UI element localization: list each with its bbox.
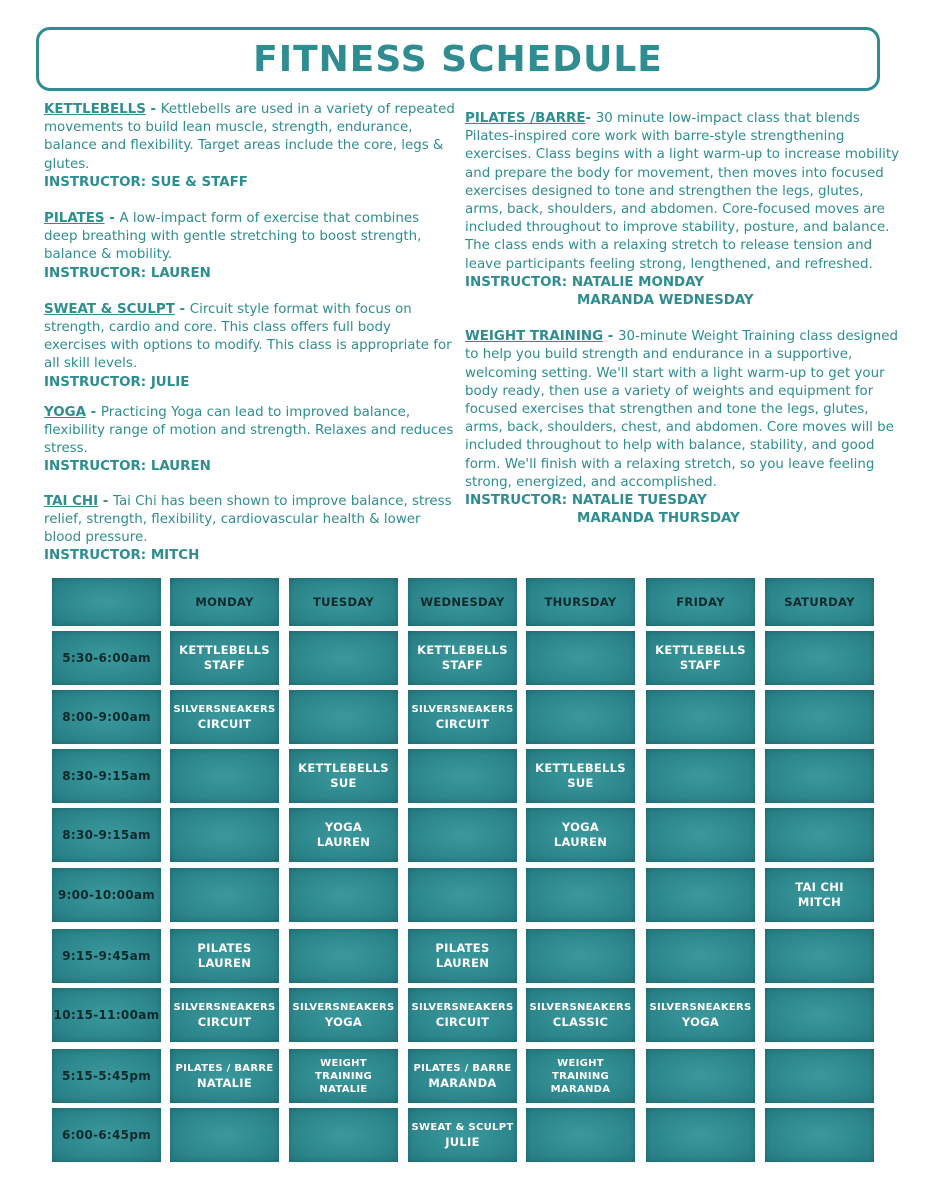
- time-slot: [52, 749, 161, 803]
- empty-slot: [170, 808, 279, 862]
- day-header-thursday: [526, 578, 635, 626]
- class-slot-line: LAUREN: [316, 835, 371, 849]
- time-label: 6:00-6:45pm: [61, 1127, 152, 1142]
- empty-slot: [765, 690, 874, 744]
- day-label: TUESDAY: [312, 594, 375, 609]
- empty-slot: [646, 749, 755, 803]
- day-label: SATURDAY: [784, 594, 855, 609]
- class-slot: [170, 988, 279, 1042]
- time-label: 8:30-9:15am: [62, 768, 151, 783]
- class-slot-line: CIRCUIT: [435, 717, 490, 731]
- time-label: 9:15-9:45am: [62, 948, 151, 963]
- class-slot-line: PILATES / BARRE: [175, 1063, 274, 1074]
- class-separator: -: [145, 102, 161, 117]
- class-slot-line: LAUREN: [435, 956, 490, 970]
- empty-slot: [646, 929, 755, 983]
- class-instructor: INSTRUCTOR: LAUREN: [44, 459, 211, 475]
- class-description: [44, 301, 456, 374]
- time-label: 8:00-9:00am: [62, 709, 151, 724]
- class-desc-text: Tai Chi has been shown to improve balance, stress relief, strength, flexibility, cardiovascular health & lower blood pressure.: [44, 493, 452, 546]
- class-slot: [170, 1049, 279, 1103]
- empty-slot: [526, 690, 635, 744]
- class-desc-text: A low-impact form of exercise that combines deep breathing with gentle stretching to boost strength, balance & mobility.: [44, 211, 422, 263]
- time-slot: [52, 631, 161, 685]
- class-slot: [289, 1049, 398, 1103]
- class-instructor: INSTRUCTOR: SUE & STAFF: [44, 174, 248, 190]
- class-instructor-continued: MARANDA WEDNESDAY: [577, 293, 754, 309]
- class-slot-line: PILATES: [435, 941, 490, 955]
- class-block: [44, 210, 456, 283]
- empty-slot: [408, 749, 517, 803]
- time-label: 5:30-6:00am: [62, 650, 151, 665]
- class-block: [465, 110, 905, 310]
- class-description: [465, 328, 905, 492]
- class-description: [44, 404, 456, 459]
- day-header-monday: [170, 578, 279, 626]
- class-separator: -: [85, 404, 101, 420]
- class-desc-text: Kettlebells are used in a variety of repeated movements to build lean muscle, strength, endurance, balance and flexibility. Target areas include the core, legs & glutes.: [44, 102, 455, 172]
- empty-slot: [289, 690, 398, 744]
- class-slot-line: WEIGHT: [557, 1057, 604, 1069]
- time-slot: [52, 868, 161, 922]
- empty-slot: [646, 690, 755, 744]
- class-slot-line: YOGA: [324, 820, 363, 834]
- class-slot: [408, 1049, 517, 1103]
- empty-slot: [646, 1049, 755, 1103]
- class-instructor: INSTRUCTOR: MITCH: [44, 548, 200, 564]
- title-box: [36, 27, 880, 91]
- corner-cell: [52, 578, 161, 626]
- class-slot: [408, 929, 517, 983]
- class-slot-line: KETTLEBELLS: [655, 643, 746, 657]
- time-label: 9:00-10:00am: [57, 887, 156, 902]
- class-name: PILATES: [44, 211, 105, 227]
- class-block: [44, 493, 456, 566]
- day-header-wednesday: [408, 578, 517, 626]
- empty-slot: [289, 868, 398, 922]
- class-block: [44, 404, 456, 477]
- class-slot-line: PILATES: [197, 941, 252, 955]
- class-slot-line: STAFF: [203, 658, 246, 672]
- time-slot: [52, 808, 161, 862]
- time-slot: [52, 988, 161, 1042]
- class-slot-line: CIRCUIT: [197, 1015, 252, 1029]
- page-title: FITNESS SCHEDULE: [253, 38, 663, 80]
- class-name: WEIGHT TRAINING: [465, 329, 604, 345]
- class-slot-line: KETTLEBELLS: [535, 761, 626, 775]
- class-slot-line: NATALIE: [196, 1076, 253, 1090]
- class-slot: [170, 690, 279, 744]
- class-desc-text: 30-minute Weight Training class designed to help you build strength and endurance in a supportive, welcoming setting. We'll start with a light warm-up to get your body ready, then use a variety of weights and equipment for focused exercises that strengthen and tone the legs, glutes, arms, back, shoulders, chest, and abdomen. Core moves will be included throughout to help with balance, stability, and good form. We'll finish with a relaxing stretch, so you leave feeling strong, energized, and accomplished.: [465, 329, 898, 490]
- class-slot-line: NATALIE: [319, 1083, 368, 1095]
- empty-slot: [170, 868, 279, 922]
- class-slot-line: KETTLEBELLS: [417, 643, 508, 657]
- empty-slot: [408, 808, 517, 862]
- class-slot-line: SWEAT & SCULPT: [411, 1122, 514, 1133]
- class-slot-line: SILVERSNEAKERS: [411, 704, 514, 715]
- class-block: [465, 328, 905, 528]
- empty-slot: [765, 929, 874, 983]
- day-header-saturday: [765, 578, 874, 626]
- class-block: [44, 101, 456, 192]
- time-slot: [52, 929, 161, 983]
- class-description: [465, 110, 905, 274]
- day-label: MONDAY: [195, 594, 254, 609]
- class-slot-line: CIRCUIT: [197, 717, 252, 731]
- class-slot: [408, 690, 517, 744]
- class-slot: [289, 988, 398, 1042]
- class-slot-line: LAUREN: [197, 956, 252, 970]
- empty-slot: [765, 631, 874, 685]
- time-slot: [52, 690, 161, 744]
- class-name: YOGA: [44, 404, 86, 420]
- class-slot-line: CLASSIC: [552, 1015, 609, 1029]
- class-slot-line: SUE: [330, 776, 357, 790]
- time-slot: [52, 1108, 161, 1162]
- class-slot-line: LAUREN: [553, 835, 608, 849]
- day-label: FRIDAY: [676, 594, 725, 609]
- class-name: SWEAT & SCULPT: [44, 301, 175, 317]
- empty-slot: [170, 749, 279, 803]
- time-label: 5:15-5:45pm: [61, 1068, 152, 1083]
- class-slot: [765, 868, 874, 922]
- empty-slot: [289, 631, 398, 685]
- class-slot-line: SILVERSNEAKERS: [173, 704, 276, 715]
- empty-slot: [765, 1049, 874, 1103]
- class-description: [44, 493, 456, 548]
- class-separator: -: [603, 329, 618, 345]
- empty-slot: [765, 1108, 874, 1162]
- time-label: 10:15-11:00am: [53, 1007, 160, 1022]
- class-slot-line: MARANDA: [550, 1083, 611, 1095]
- class-descriptions-left: [44, 101, 456, 565]
- class-slot: [526, 808, 635, 862]
- class-slot: [646, 988, 755, 1042]
- class-slot-line: MITCH: [797, 895, 842, 909]
- class-block: [44, 301, 456, 392]
- class-slot-line: YOGA: [681, 1015, 720, 1029]
- empty-slot: [765, 749, 874, 803]
- class-slot-line: KETTLEBELLS: [298, 761, 389, 775]
- class-description: [44, 101, 456, 174]
- class-desc-text: 30 minute low-impact class that blends Pilates-inspired core work with barre-style strengthening exercises. Class begins with a light warm-up to increase mobility and prepare the body for movement, then moves into focused exercises designed to tone and strengthen the legs, glutes, arms, back, shoulders, and abdomen. Core-focused moves are included throughout to improve stability, posture, and balance. The class ends with a relaxing stretch to release tension and leave participants feeling strong, lengthened, and refreshed.: [465, 111, 899, 272]
- class-slot: [526, 1049, 635, 1103]
- time-label: 8:30-9:15am: [62, 827, 151, 842]
- class-slot: [408, 631, 517, 685]
- class-slot-line: TAI CHI: [795, 880, 844, 894]
- class-slot-line: PILATES / BARRE: [413, 1063, 512, 1074]
- class-slot: [289, 749, 398, 803]
- class-name: PILATES /BARRE: [465, 111, 586, 126]
- class-instructor-2: [465, 510, 905, 528]
- empty-slot: [646, 1108, 755, 1162]
- class-separator: -: [174, 301, 190, 317]
- class-descriptions-right: [465, 110, 905, 528]
- class-slot-line: SILVERSNEAKERS: [529, 1002, 632, 1013]
- class-slot-line: TRAINING: [551, 1070, 610, 1082]
- time-slot: [52, 1049, 161, 1103]
- empty-slot: [526, 929, 635, 983]
- empty-slot: [526, 631, 635, 685]
- empty-slot: [408, 868, 517, 922]
- class-slot: [289, 808, 398, 862]
- class-description: [44, 210, 456, 265]
- class-slot-line: MARANDA: [428, 1076, 497, 1090]
- class-slot-line: STAFF: [679, 658, 722, 672]
- empty-slot: [765, 808, 874, 862]
- class-name: TAI CHI: [44, 493, 99, 509]
- class-slot-line: SILVERSNEAKERS: [649, 1002, 752, 1013]
- class-instructor: INSTRUCTOR: NATALIE MONDAY: [465, 274, 704, 290]
- class-slot: [526, 988, 635, 1042]
- class-separator: -: [585, 111, 596, 126]
- class-instructor: INSTRUCTOR: NATALIE TUESDAY: [465, 493, 707, 509]
- empty-slot: [289, 929, 398, 983]
- class-slot-line: JULIE: [445, 1135, 480, 1149]
- empty-slot: [765, 988, 874, 1042]
- class-instructor: INSTRUCTOR: JULIE: [44, 374, 190, 390]
- class-slot-line: YOGA: [324, 1015, 363, 1029]
- class-slot-line: SUE: [567, 776, 594, 790]
- class-slot-line: SILVERSNEAKERS: [292, 1002, 395, 1013]
- class-slot-line: SILVERSNEAKERS: [173, 1002, 276, 1013]
- class-separator: -: [98, 493, 114, 509]
- class-instructor-continued: MARANDA THURSDAY: [577, 511, 740, 527]
- empty-slot: [526, 1108, 635, 1162]
- empty-slot: [170, 1108, 279, 1162]
- class-slot: [408, 988, 517, 1042]
- day-label: THURSDAY: [544, 594, 617, 609]
- class-slot: [170, 631, 279, 685]
- day-label: WEDNESDAY: [420, 594, 505, 609]
- class-slot-line: YOGA: [561, 820, 600, 834]
- class-desc-text: Circuit style format with focus on strength, cardio and core. This class offers full body exercises with options to modify. This class is appropriate for all skill levels.: [44, 301, 452, 372]
- empty-slot: [646, 808, 755, 862]
- class-desc-text: Practicing Yoga can lead to improved balance, flexibility range of motion and strength. Relaxes and reduces stress.: [44, 404, 454, 457]
- class-slot-line: STAFF: [441, 658, 484, 672]
- class-slot-line: SILVERSNEAKERS: [411, 1002, 514, 1013]
- class-slot: [526, 749, 635, 803]
- class-name: KETTLEBELLS: [44, 102, 146, 117]
- empty-slot: [526, 868, 635, 922]
- empty-slot: [289, 1108, 398, 1162]
- class-instructor: INSTRUCTOR: LAUREN: [44, 265, 211, 281]
- class-slot-line: WEIGHT: [320, 1057, 367, 1069]
- class-slot-line: CIRCUIT: [435, 1015, 490, 1029]
- empty-slot: [646, 868, 755, 922]
- class-slot: [170, 929, 279, 983]
- class-slot: [408, 1108, 517, 1162]
- class-separator: -: [104, 211, 120, 227]
- day-header-friday: [646, 578, 755, 626]
- class-slot-line: KETTLEBELLS: [179, 643, 270, 657]
- schedule-grid: [52, 578, 878, 1163]
- class-slot: [646, 631, 755, 685]
- class-instructor-2: [465, 292, 905, 310]
- class-slot-line: TRAINING: [314, 1070, 373, 1082]
- day-header-tuesday: [289, 578, 398, 626]
